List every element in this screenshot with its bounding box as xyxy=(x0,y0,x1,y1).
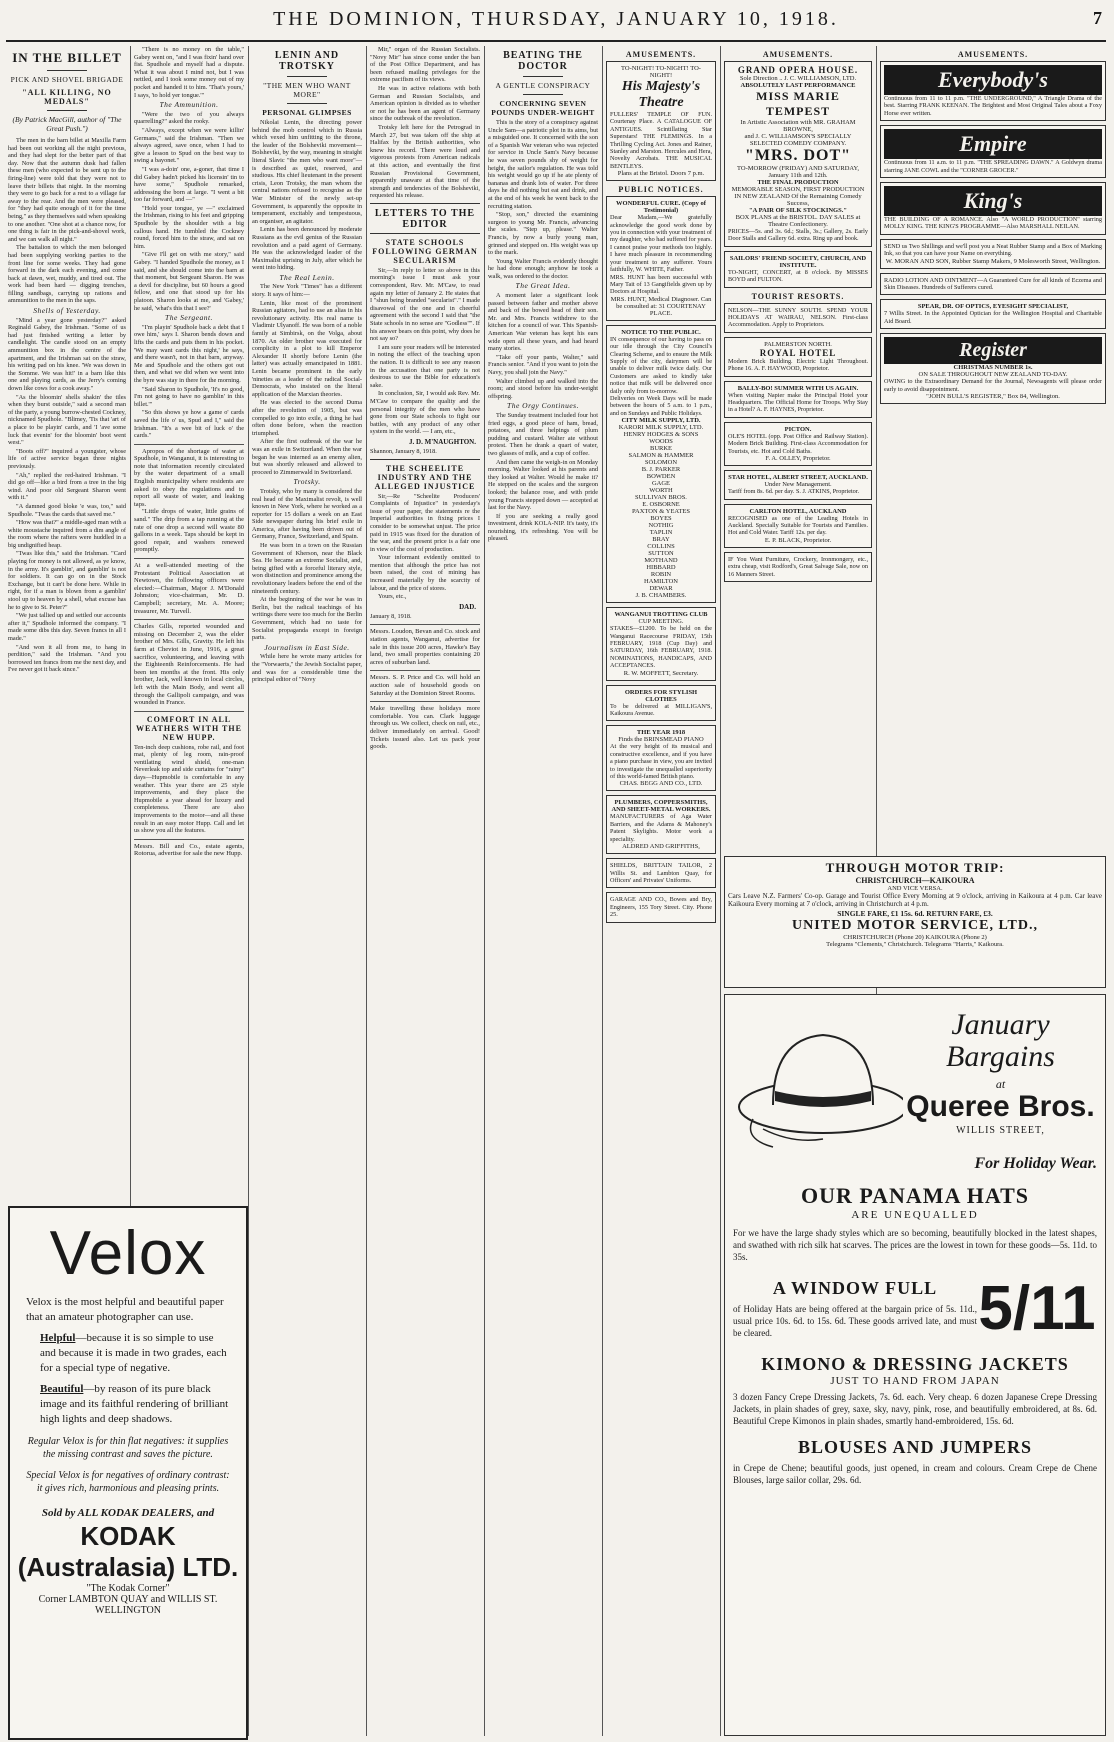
article-in-the-billet xyxy=(8,46,126,1196)
shields-tailor-ad xyxy=(606,858,716,888)
section-heading: The Sergeant. xyxy=(165,313,213,323)
wanganui-trotting-ad xyxy=(606,607,716,680)
blouses-title: BLOUSES AND JUMPERS xyxy=(797,1437,1033,1457)
article-continued xyxy=(134,46,244,1196)
news-item: Messrs. Loudon, Bevan and Co. stock and station agents, Wanganui, advertise for sale in this issue 200 acres, Hawke's Bay land, two small properties containing 20 acres of suburban land. xyxy=(370,624,480,666)
ad-body: OLE'S HOTEL (opp. Post Office and Railway Station). Modern Brick Building. First-class Accommodation for Tourists, etc. Hot and Cold Baths. xyxy=(728,432,868,455)
notice-body: IN consequence of our having to pass on our idle through the City Council's Clearing Scheme, and to ensure the Milk Supply of the city, dairymen will be unable to deliver milk twice daily. Our Customers are asked to kindly take notice that milk will be delivered once daily only from to-morrow. xyxy=(610,335,712,395)
ad-signature: ALDRED AND GRIFFITHS, xyxy=(622,843,700,851)
letter-body xyxy=(370,267,480,436)
letter-signature: J. D. M'NAUGHTON. xyxy=(409,437,476,446)
rubber-stamp-ad xyxy=(880,239,1106,269)
dairy-name: KARORI MILK SUPPLY, LTD. xyxy=(618,424,704,432)
paragraph: The Sunday treatment included four hot fried eggs, a good piece of ham, bread, potatoes, and three helpings of plum pudding and custard. Walter ate without protest. Then he drank a quart of water, two glasses of milk, and a cup of coffee. xyxy=(488,411,598,457)
ad-subtitle: ON SALE THROUGHOUT NEW ZEALAND TO-DAY. xyxy=(918,371,1068,379)
dairy-name: B. J. PARKER xyxy=(641,466,681,474)
subhead: PICK AND SHOVEL BRIGADE xyxy=(10,75,124,84)
box-plans: BOX PLANS at the BRISTOL. DAY SALES at Theatre Confectionery. xyxy=(735,214,861,228)
velox-logo: Velox xyxy=(49,1219,207,1288)
velox-lead: Velox is the most helpful and beautiful paper that an amateur photographer can use. xyxy=(26,1296,224,1323)
furniture-ad xyxy=(724,552,872,582)
dairy-name: SULLIVAN BROS. xyxy=(635,494,687,502)
ad-body: To be delivered at MILLIGAN'S, Kaikoura Avenue. xyxy=(610,702,712,718)
paragraph: "I was a-doin' one, a-goner, that time I did Gabey hadn't picked his licensin' tin to have some," Spudhole remarked, addressing the born at large. "I went a bit too far forward, and —" xyxy=(134,165,244,204)
ad-body: NELSON—THE SUNNY SOUTH. SPEND YOUR HOLIDAYS AT WAIRAU, NELSON. First-class Accommodation. Apply to Proprietors. xyxy=(728,306,868,329)
section-header: PUBLIC NOTICES. xyxy=(618,185,704,195)
fares: SINGLE FARE, £1 15s. 6d. RETURN FARE, £3. xyxy=(837,908,993,918)
paragraph: Trotsky, who by many is considered the real head of the Maximalist revolt, is well known in New York, where he worked as a reporter for 15 dollars a week on an East Side newspaper during his brief exile in America, after having been driven out of Germany, France, Switzerland, and Spain. xyxy=(252,487,362,541)
ad-title: ORDERS FOR STYLISH CLOTHES xyxy=(624,688,698,703)
ad-body: Continuous from 11 a.m. to 11 p.m. "THE SPREADING DAWN." A Goldwyn drama starring JANE COWL and the "CORNER GROCER." xyxy=(884,159,1102,174)
velox-special-note: Special Velox is for negatives of ordinary contrast: it gives rich, harmonious and pleasing prints. xyxy=(26,1470,230,1494)
paragraph: The New York "Times" has a different story. It says of him:— xyxy=(252,283,362,299)
headline: LENIN AND TROTSKY xyxy=(274,50,340,72)
dairy-name: BRAY xyxy=(652,536,670,544)
panama-subtitle: ARE UNEQUALLED xyxy=(851,1209,979,1221)
paragraph: Ten-inch deep cushions, robe rail, and foot mat, plenty of leg room, rain-proof ventilating wind shield, one-man Neverleak top and side curtains for "rainy" days—Hupmobile is comfortable in any weather. This year there are 25 style improvements, and they place the Hupmobile a year ahead for luxury and completeness. There are also improvements to the motor—and all these result in an easy motor Hupp. Call and let us show you all the features. xyxy=(134,743,244,835)
queree-name: Queree Bros. xyxy=(906,1090,1095,1123)
paragraph: "We just tallied up and settled our accounts after it," Spudhole informed the company. "I made some dibs this day. Seven francs in all I made." xyxy=(8,612,126,642)
ad-body: Continuous from 11 to 11 p.m. "THE UNDERGROUND," A Triangle Drama of the best. Starring FRANK KEENAN. The Brightest and Most Original Tales about a Foxy Horse ever written. xyxy=(884,95,1102,117)
ad-body: THE BUILDING OF A ROMANCE. Also "A WORLD PRODUCTION" starring MOLLY KING. THE KING'S PROGRAMME—Also MARSHALL NEILAN. xyxy=(884,216,1102,231)
hat-illustration xyxy=(733,999,903,1149)
dairy-name: HAMILTON xyxy=(644,578,678,586)
paragraph: At the beginning of the war he was in Berlin, but the radical teachings of his writings there were too much for the Berlin Government, which had no taste for Socialist propaganda except in foreign parts. xyxy=(252,596,362,642)
season-line: MEMORABLE SEASON, FIRST PRODUCTION IN NEW ZEALAND Of the Remaining Comedy Success, xyxy=(731,186,865,207)
ad-body: SEND us Two Shillings and we'll post you a Neat Rubber Stamp and a Box of Marking Ink, so that you can have your Name on everything. xyxy=(884,242,1102,258)
ballybo-ad xyxy=(724,381,872,418)
ad-signature: E. P. BLACK, Proprietor. xyxy=(764,536,832,544)
article-body xyxy=(134,46,244,440)
section-heading: The Great Idea. xyxy=(515,281,571,291)
paragraph: In conclusion, Sir, I would ask Rev. Mr. M'Caw to compare the quality and the personal integrity of the men who have gone from our State schools to fight our battles, with any product of any other system in the world. — I am, etc., xyxy=(370,390,480,436)
ad-subtitle: CHRISTCHURCH—KAIKOURA xyxy=(855,876,975,885)
blouses-body: in Crepe de Chene; beautiful goods, just opened, in cream and colours. Cream Crepe de Chene Blouses, large sailor collar, 29s. 6d. xyxy=(733,1463,1097,1485)
letter-place: Shannon, January 8, 1918. xyxy=(370,447,437,455)
kimono-title: KIMONO & DRESSING JACKETS xyxy=(761,1354,1069,1374)
paragraph: "Hold your tongue, ye —" exclaimed the Irishman, rising to his feet and gripping Spudhole by the shoulder with a big callous hand. He tumbled the Cockney round, forced him to the straw, and sat on him. xyxy=(134,204,244,250)
paragraph: "Little drops of water, little grains of sand." The drip from a tap running at the rate of one drop a second will waste 80 gallons in a week. Taps should be kept in good repair, and washers renewed promptly. xyxy=(134,508,244,554)
article-body xyxy=(8,137,126,674)
ad-body: OWING to the Extraordinary Demand for the Journal, Newsagents will please order early to avoid disappointment. xyxy=(884,378,1102,393)
amusements-column-a xyxy=(606,46,716,1732)
divider xyxy=(287,76,327,77)
letter-signature: DAD. xyxy=(459,602,476,611)
article-body xyxy=(252,119,362,684)
column-rule xyxy=(484,46,485,1736)
spear-optics-ad xyxy=(880,299,1106,329)
ad-body: 7 Willis Street. In the Appointed Optician for the Wellington Hospital and Charitable Aid Board. xyxy=(884,310,1102,325)
news-item xyxy=(134,444,244,554)
paragraph: He was in active relations with both German and Russian Socialists, and American opinion is divided as to whether or not he has been an agent of Germany since the outbreak of the revolution. xyxy=(370,84,480,123)
velox-regular-note: Regular Velox is for thin flat negatives: it supplies the missing contrast and saves the picture. xyxy=(27,1436,229,1460)
news-item: Messrs. Bill and Co., estate agents, Rotorua, advertise for sale the new Hupp. xyxy=(134,839,244,858)
dairy-name: SUTTON xyxy=(648,550,674,558)
paragraph: "Boots off?" inquired a youngster, whose life of active service began three nights previously. xyxy=(8,447,126,470)
dairy-name: SOLOMON xyxy=(644,459,678,467)
subhead: A GENTLE CONSPIRACY xyxy=(495,81,591,90)
masthead xyxy=(6,4,1106,42)
star-name: MISS MARIE TEMPEST xyxy=(756,89,840,118)
play2-title: "A PAIR OF SILK STOCKINGS." xyxy=(749,207,847,214)
brinsmead-piano-ad xyxy=(606,725,716,791)
news-item: Make travelling these holidays more comfortable. You can. Clark luggage through us. We collect, check on rail, etc., deliver immediately on arrival. Good! Tickets issued also. Let us pack your goods. xyxy=(370,701,480,751)
ad-body: SHIELDS, BRITTAIN TAILOR, 2 Willis St. and Lambton Quay, for Officers' and Privates' Uniforms. xyxy=(610,862,712,884)
ad-signature: F. A. OLLEY, Proprietor. xyxy=(765,455,831,463)
kimono-subtitle: JUST TO HAND FROM JAPAN xyxy=(830,1375,1000,1387)
dairy-name: NOTHIG xyxy=(648,522,674,530)
news-item: At a well-attended meeting of the Protestant Political Association at Newtown, the following officers were elected:—Chairman, Major J. M'Donald Johnston; vice-chairman, Mr. D. Campbell; secretary, Mr. A. Moore; treasurer, Mr. Turvell. xyxy=(134,558,244,615)
january-bargains: January Bargains xyxy=(946,1008,1055,1073)
radio-lotion-ad xyxy=(880,273,1106,296)
feature-text: —by reason of its pure black image and its faithful rendering of brilliant high lights and deep shadows. xyxy=(40,1383,229,1425)
section-heading: The Real Lenin. xyxy=(279,272,335,282)
ad-place: PALMERSTON NORTH. xyxy=(764,340,832,348)
article-beating-the-doctor xyxy=(488,46,598,1732)
ad-title: SAILORS' FRIEND SOCIETY, CHURCH, AND INSTITUTE. xyxy=(729,254,867,269)
ad-body: MANUFACTURERS of Aga Water Barriers, and the Adams & Mahoney's Patent Skylights. Motor work a speciality. xyxy=(610,813,712,843)
notice-address: MRS. HUNT, Medical Diagnoser. Can be consulted at: 31 COURTENAY PLACE. xyxy=(610,295,712,317)
byline: (By Patrick MacGill, author of "The Great Push.") xyxy=(12,115,122,133)
ad-signature: "JOHN BULL'S REGISTER," Box 84, Wellington. xyxy=(926,393,1060,401)
divider xyxy=(523,76,563,77)
feature-text: —because it is so simple to use and because it is made in two grades, each for a special type of negative. xyxy=(40,1332,227,1374)
queree-header xyxy=(733,999,1097,1149)
sailors-friend-ad xyxy=(724,251,872,288)
telegrams: Telegrams "Clements," Christchurch. Telegrams "Harris," Kaikoura. xyxy=(826,940,1004,948)
ad-body: When visiting Napier make the Principal Hotel your Headquarters. The Official Home for Troops. Why Stay in a Hotel? A. F. HAYNES, Proprietor. xyxy=(728,391,868,414)
paragraph: After the first outbreak of the war he was an exile in Switzerland. When the war began he was interned as an enemy alien, but was shortly released and allowed to proceed to Zimmerwald in Switzerland. xyxy=(252,438,362,476)
nelson-ad xyxy=(724,303,872,333)
dairy-name: E. OSBORNE xyxy=(642,501,680,509)
ad-body: IF You Want Furniture, Crockery, Ironmongery, etc., extra cheap, visit Rodford's, Great Salvage Sale, now on 16 Manners Street. xyxy=(728,555,868,578)
ad-subtitle: and J. C. WILLIAMSON'S SPECIALLY SELECTED COMEDY COMPANY. xyxy=(744,133,852,147)
motor-trip-ad xyxy=(724,856,1106,988)
section-heading: Shells of Yesterday. xyxy=(33,306,101,316)
ad-date: TO-NIGHT! TO-NIGHT! TO-NIGHT! xyxy=(621,65,701,79)
paragraph: "As the bloomin' shells shakin' the tiles when they burst outside," said a second man of the party, a young burrow-chested Cockney, nicknamed Spudhole. "Blimey, 'Tis that 'art of a place to be playin' cards, and 'I 'ave some luck that evenin' for the bloomin' boot went west." xyxy=(8,393,126,447)
ad-body: Modern Brick Building. Electric Light Throughout. Phone 16. A. F. HAYWOOD, Proprietor. xyxy=(728,357,868,373)
play-dates: TO-MORROW (FRIDAY) AND SATURDAY, January 11th and 12th. xyxy=(737,165,859,179)
paragraph: "How was that?" a middle-aged man with a white moustache inquired from a dim angle of the room where the rafters were huddled in a big undignified heap. xyxy=(8,519,126,549)
paragraph: "Were the two of you always quarrelling?" asked the rooky. xyxy=(134,110,244,126)
ad-title: BALLY-BO! SUMMER WITH US AGAIN. xyxy=(737,384,859,392)
paragraph: Lenin has been denounced by moderate Russians as the evil genius of the Russian revolution and a paid agent of Germany. He was the acknowledged leader of the Maximalist uprising in July, after which he went into hiding. xyxy=(252,226,362,272)
window-body: of Holiday Hats are being offered at the bargain price of 5s. 11d., usual price 10s. 6d. to 15s. 6d. These goods arrived late, and must be cleared. xyxy=(733,1304,977,1338)
letter-title: THE SCHEELITE INDUSTRY AND THE ALLEGED INJUSTICE xyxy=(374,463,476,491)
section-header: AMUSEMENTS. xyxy=(762,50,834,59)
feature-keyword: Helpful xyxy=(40,1332,76,1344)
paragraph: A moment later a significant look passed between father and mother above and back of the bowed head of their son. Mr. and Mrs. Francis withdrew to the kitchen for a council of war. This Spanish-American War veteran has kept his ears wide open all these years, and had heard many stories. xyxy=(488,292,598,353)
ad-title: WANGANUI TROTTING CLUB xyxy=(614,611,708,619)
company-name: UNITED MOTOR SERVICE, LTD., xyxy=(792,917,1038,933)
dairy-name: BURKE xyxy=(649,445,673,453)
his-majestys-logo: His Majesty's Theatre xyxy=(621,79,701,110)
queree-bros-ad xyxy=(724,994,1106,1736)
panama-title: OUR PANAMA HATS xyxy=(800,1183,1030,1208)
dairy-name: SALMON & HAMMER xyxy=(628,452,694,460)
masthead-title: THE DOMINION, THURSDAY, JANUARY 10, 1918. xyxy=(273,8,839,30)
holiday-wear: For Holiday Wear. xyxy=(974,1155,1097,1172)
divider xyxy=(47,70,87,71)
price-tag: 5/11 xyxy=(978,1274,1096,1343)
play-title: "MRS. DOT" xyxy=(745,147,851,164)
letter-body xyxy=(370,493,480,601)
paragraph: If you are seeking a really good investment, drink KOLA-NIP. It's tasty, it's nourishing, it's refreshing. You will be pleased. xyxy=(488,512,598,543)
divider xyxy=(47,110,87,111)
ad-subtitle: In Artistic Association with MR. GRAHAM BROWNE, xyxy=(740,119,856,133)
royal-hotel-ad xyxy=(724,337,872,377)
ad-prices: Plans at the Bristol. Doors 7 p.m. xyxy=(617,170,705,178)
plumbers-ad xyxy=(606,795,716,854)
ad-subtitle: CUP MEETING. xyxy=(638,618,684,626)
ad-title: CARLTON HOTEL, AUCKLAND xyxy=(749,507,847,515)
his-majestys-ad xyxy=(606,61,716,181)
ad-subtitle: Finds the BRINSMEAD PIANO xyxy=(618,736,704,744)
ad-body: TO-NIGHT, CONCERT, at 8 o'clock. By MISSES BOYD and FULTON. xyxy=(728,268,868,284)
panama-body: For we have the large shady styles which are so becoming, beautifully blocked in the latest shapes, and swathed with rich silk hat scarves. The prices are the lowest in town for these goods—5s. 11d. to 35s. xyxy=(733,1228,1097,1262)
paragraph: Sir,—In reply to letter so above in this morning's issue I must ask your correspondent, Rev. Mr. M'Caw, to read again my letter of January 2. He states that I "shun being branded "secularist"." I made disavowal of the one and in cheerful agreement with the second I said that "the State schools in no sense are "Godless"". If his answer bears on this point, why does he not say so? xyxy=(370,266,480,343)
dairy-name: GAGE xyxy=(651,480,671,488)
empire-ad xyxy=(880,125,1106,178)
stylish-clothes-ad xyxy=(606,685,716,722)
subhead: "THE MEN WHO WANT MORE" xyxy=(263,81,351,99)
dairy-list xyxy=(610,424,712,599)
paragraph: The battalion to which the men belonged had been supplying working parties to the front line for some weeks. They had gone forward in the dark each evening, and come back at dawn, wet, muddy, and tired out. The work had been hard — digging trenches, filling sandbags, carrying up rations and ammunition to the men in the saps. xyxy=(8,244,126,305)
dairy-name: HENRY HODGES & SONS xyxy=(623,431,699,439)
john-bulls-register-ad xyxy=(880,333,1106,404)
paragraph: "And won it all from me, to hang in perdition," said the Irishman. "And you borrowed ten francs from me the next day, and I've never got it back since." xyxy=(8,643,126,674)
dairy-name: BOYES xyxy=(650,515,672,523)
picton-ad xyxy=(724,422,872,466)
kimono-body: 3 dozen Fancy Crepe Dressing Jackets, 7s. 6d. each. Very cheap. 6 dozen Japanese Crepe Dressing Jackets, in plain shades of grey, saxe, sky, navy, pink, rose, and beautifully embroidered, at 8s. 6d. Beautiful Crepe Kimonos in plain shades, smartly hand-embroidered, 15s. 6d. xyxy=(733,1392,1097,1426)
ad-body: GARAGE AND CO., Bowes and Bry, Engineers, 155 Tory Street. City. Phone 25. xyxy=(610,896,712,919)
headline: BEATING THE DOCTOR xyxy=(503,50,583,72)
kings-ad xyxy=(880,182,1106,235)
article-body xyxy=(488,119,598,543)
divider xyxy=(370,459,480,460)
ad-signature: CHAS. BEGG AND CO., LTD. xyxy=(619,780,703,788)
section-heading: The Ammunition. xyxy=(159,100,219,110)
everybodys-ad xyxy=(880,61,1106,121)
ad-body: FULLERS' TEMPLE OF FUN. Courtenay Place. A CATALOGUE OF ANTIGUES. Scintillating Star Superstars! THE FLEMINGS. In a Thrilling Cycling Act. Jones and Rainer, Stanley and Marston. Hercules and Hera, Novelty Acrobats. THE MUSICAL BENTLEYS. xyxy=(610,111,712,170)
dairy-name: WORTH xyxy=(649,487,673,495)
paragraph: Sir,—Re "Scheelite Producers' Complaints of Injustice" in yesterday's issue of your paper, the statements re the Imperial authorities in fixing prices I consider to be somewhat unjust. The price paid in 1915 was fixed for the duration of the war, and the present price is a fair one in view of the cost of production. xyxy=(370,492,480,553)
ad-subtitle: Under New Management. xyxy=(764,481,832,489)
section-title: LETTERS TO THE EDITOR xyxy=(374,207,476,230)
dairy-name: J. B. CHAMBERS. xyxy=(635,592,687,600)
divider xyxy=(523,94,563,95)
section-heading: Journalism in East Side. xyxy=(264,642,350,652)
paragraph: While here he wrote many articles for the "Vorwaerts," the Jewish Socialist paper, and was for a considerable time the principal editor of "Novy xyxy=(252,653,362,684)
paragraph: "Give I'll get on with me story," said Gabey. "I handed Spudhole the money, as I said, and she should come into the barn at that moment, but Sergeant Sharon. He was a devil for discipline, but 60 hours a good fellow, and one that stood up for his platoon. Sharon looks at me, and 'Gabey,' he said, 'what's this that I see?' xyxy=(134,251,244,312)
paragraph: Young Walter Francis evidently thought he had done enough; anyhow he took a walk, was ordered to the doctor. xyxy=(488,257,598,280)
empire-logo: Empire xyxy=(884,129,1102,159)
at-label: at xyxy=(995,1077,1006,1091)
ad-title: THE YEAR 1918 xyxy=(636,729,686,737)
carlton-hotel-ad xyxy=(724,504,872,548)
star-hotel-ad xyxy=(724,470,872,499)
paragraph: Trotsky left here for the Petrograd in March 27, but was taken off the ship at Halifax by the British authorities, who knew his record. There were loud and vigorous protests from American radicals at this action, and eventually the first Russian Provisional Government, apparently unaware at that time of the strength and tendencies of the Bolsheviki, requested his release. xyxy=(370,123,480,200)
subhead: "ALL KILLING, NO MEDALS" xyxy=(22,88,112,106)
register-logo: Register xyxy=(884,337,1102,364)
grand-opera-house-ad xyxy=(724,61,872,247)
feature-keyword: Beautiful xyxy=(40,1383,84,1395)
notice-body: MRS. HUNT has been successful with Mary Tait of 13 Gangifields given up by Doctors at Hospital. xyxy=(610,273,712,296)
ad-subtitle: CHRISTMAS NUMBER 1s. xyxy=(953,364,1033,372)
dairy-name: TAPLIN xyxy=(649,529,673,537)
headline: IN THE BILLET xyxy=(12,50,122,65)
paragraph: Mir," organ of the Russian Socialists. "Novy Mir" has since come under the ban of the Post Office Department, and has been refused mailing privileges for the extreme pacifism of its views. xyxy=(370,46,480,84)
divider xyxy=(370,203,480,204)
final-production: THE FINAL PRODUCTION xyxy=(757,179,839,186)
ad-title: SPEAR, DR. OF OPTICS, EYESIGHT SPECIALIST, xyxy=(917,303,1069,311)
window-text xyxy=(733,1278,977,1339)
notice-body: Dear Madam,—We gratefully acknowledge the good work done by you in connection with your treatment of my daughter, who had suffered for years. I cannot praise your methods too highly. I have much pleasure in recommending your treatment to any sufferer. Yours faithfully, W. WHITE, Father. xyxy=(610,214,712,274)
kodak-address: Corner LAMBTON QUAY and WILLIS ST. WELLINGTON xyxy=(38,1594,218,1616)
dairy-name: COLLINS xyxy=(647,543,675,551)
paragraph: I am sure your readers will be interested in noting the effect of the teaching upon the nation. It is difficult to see any reason in the accusation that one party is not desirous to use the Bible for education's sake. xyxy=(370,343,480,389)
velox-feature xyxy=(10,1376,246,1427)
window-title: A WINDOW FULL xyxy=(772,1278,938,1298)
column-rule xyxy=(248,46,249,1736)
notice-body: Deliveries on Week Days will be made between the hours of 5 a.m. to 1 p.m., and on Sundays and Public Holidays. xyxy=(610,394,712,417)
garage-ad xyxy=(606,892,716,922)
paragraph: He was elected to the second Duma after the revolution of 1905, but was compelled to go into exile, a thing he had often done before, when the reaction triumphed. xyxy=(252,399,362,437)
notice-title: WONDERFUL CURE. (Copy of Testimonial) xyxy=(616,200,706,215)
notice-title: NOTICE TO THE PUBLIC. xyxy=(621,328,701,336)
dairy-name: ROBIN xyxy=(650,571,672,579)
ad-body: Cars Leave N.Z. Farmers' Co-op. Garage and Tourist Office Every Morning at 9 o'clock, arriving in Kaikoura at 4 p.m. Car leave Kaikoura Every morning at 7 o'clock, arriving in Christchurch at 4 p.m. xyxy=(728,892,1102,909)
paragraph: Apropos of the shortage of water at Spudhole, in Wanganui, it is interesting to note that information recently circulated by the water department of a small English municipality where residents are asked to obey the regulations and to report all waste of water, and leaking taps. xyxy=(134,447,244,508)
paragraph: "Said Sharon to Spudhole, 'It's no good, I'm not going to have no gamblin' in this billet.'" xyxy=(134,385,244,408)
paragraph: "Take off your pants, Walter," said Francis senior. "And if you want to join the Navy, you shall join the Navy." xyxy=(488,353,598,376)
kings-logo: King's xyxy=(884,186,1102,216)
velox-advertisement xyxy=(8,1206,248,1740)
section-header: AMUSEMENTS. xyxy=(957,50,1029,59)
everybodys-logo: Everybody's xyxy=(884,65,1102,95)
paragraph: "So this shows ye how a game o' cards saved the life o' us, Spud and I," said the Irishman. "It's a wee bit of luck o' the cards." xyxy=(134,409,244,440)
paragraph: And then came the weigh-in on Monday morning. Walter looked at his parents and they looked at Walter. Would he make it? He stepped on the scales and the surgeon looked; the balance rose, and with pride young Francis stepped down — accepted at last for the Navy. xyxy=(488,458,598,512)
letters-column xyxy=(370,46,480,1732)
ad-title: PICTON. xyxy=(784,425,812,433)
velox-feature xyxy=(10,1325,246,1376)
paragraph: This is the story of a conspiracy against Uncle Sam—a patriotic plot in its aims, but a misguided one. It concerned with the son of a Spanish War veteran who was rejected for service in Uncle Sam's Navy because he was seven pounds shy of weight for height, the sailor's regulation. He was told his weight would go up if he ate plenty of bananas and drank lots of water. For three days he did nothing but eat and drink, and at the end of his week he went back to the recruiting station. xyxy=(488,119,598,210)
divider xyxy=(287,103,327,104)
ad-body: Tariff from 8s. 6d. per day. S. J. ATKINS, Proprietor. xyxy=(728,488,860,496)
kodak-name: KODAK (Australasia) LTD. xyxy=(17,1521,239,1582)
dairy-name: DEWAR xyxy=(649,585,673,593)
letter-title: STATE SCHOOLS FOLLOWING GERMAN SECULARISM xyxy=(372,237,478,265)
news-item: Charles Gills, reported wounded and missing on December 2, was the elder brother of Mrs. Gills, Gravity. He left his farm at Cheviot in June, 1916, a great sacrifice, volunteering, and leaving with the Eighteenth Reinforcements. He had been ten months at the front. His only brother, Jack, well known in local circles, left with the Main Body, and went all through the Gallipoli campaign, and was wounded in France. xyxy=(134,619,244,707)
dairy-name: BOWDEN xyxy=(646,473,676,481)
ad-title: GRAND OPERA HOUSE. xyxy=(737,65,859,75)
dairy-name: HIBBARD xyxy=(646,564,676,572)
paragraph: Walter climbed up and walked into the room; and stood before his under-weight offspring. xyxy=(488,377,598,400)
paragraph: The men in the barn billet at Maxilla Farm had been out working all the night previous, and they had slept for the better part of that day. Now that the autumn dusk had fallen these men (who expected to be sent up to the firing-line) were told that they were not to leave their billets that night. In the morning they were to go back for a rest to a village far away to the rear. And the men were pleased, for "they had quite enough of it for the time being," as they themselves said when speaking to one another. "One shot at a chance now, for one thing is fair in the pick-and-shovel work, and we can walk all night." xyxy=(8,137,126,243)
news-item: Messrs. S. P. Price and Co. will hold an auction sale of household goods on Saturday at the Dominion Street Rooms. xyxy=(370,670,480,697)
paragraph: "Ah," replied the red-haired Irishman. "I did go off—like a bird from a tree in the big wind. And poor old Sergeant Sharon went with it." xyxy=(8,471,126,502)
ad-signature: W. MORAN AND SON, Rubber Stamp Makers, 9 Molesworth Street, Wellington. xyxy=(885,257,1101,265)
dairy-name: PAXTON & YEATES xyxy=(632,508,690,516)
kodak-corner: "The Kodak Corner" xyxy=(86,1583,170,1594)
paragraph: "Stop, son," directed the examining surgeon to young Mr. Francis, advancing the scales. "Step up, please." Walter Francis, by now a burly young man, grinned and stepped on. His weight was up to the mark. xyxy=(488,211,598,257)
amusements-column-c xyxy=(880,46,1106,846)
page-number: 7 xyxy=(1093,8,1102,28)
column-rule xyxy=(366,46,367,1736)
paragraph: "Mind a year gone yesterday?" asked Reginald Gabey, the Irishman. "Some of us had just finished writing a letter by candlelight. The candle stood on an empty ammunition box in the centre of the apartment, and the Irishman sat on the straw, his writing pad on his knee. 'We was down in the Somme. We was hit!' in a barn like this one and playing cards, as the Jerry's coming down like cows for a cook away." xyxy=(8,316,126,392)
article-body xyxy=(370,46,480,200)
column-rule xyxy=(720,46,721,1736)
window-section xyxy=(733,1273,1097,1344)
ticket-prices: PRICES—5s. and 3s. 6d.; Stalls, 3s.; Gallery, 2s. Early Door Stalls and Gallery 6d. extra. Ring up and book. xyxy=(728,228,868,243)
ad-line: ABSOLUTELY LAST PERFORMANCE xyxy=(740,82,856,89)
column-rule xyxy=(602,46,603,1736)
paragraph: He was born in a town on the Russian Government of Kherson, near the Black Sea. He became an extreme Socialist, and, being gifted with a forceful literary style, won distinction and prominence among the revolutionary leaders before the end of the nineteenth century. xyxy=(252,542,362,595)
section-heading: The Orgy Continues. xyxy=(507,401,579,411)
dairy-name: WOODS xyxy=(649,438,673,446)
section-header: TOURIST RESORTS. xyxy=(751,291,845,301)
offices: CHRISTCHURCH (Phone 20) KAIKOURA (Phone 2) xyxy=(843,933,987,941)
paragraph: "I'm playin' Spudhole back a debt that I owe him,' says I. Sharon bends down and lifts the cards and puts them in his pocket. 'We may want cards this night,' he says, and there wasn't, not in that barn, anyway. Me and Spudhole and the others got out then, and what we did when we went into the byre was stay in there for the morning. xyxy=(134,323,244,384)
paragraph: "Always, except when we were killin' Germans," said the Irishman. "Then we always agreed, save once, when I had to give a lesson to Spud on the best way to swing a bayonet." xyxy=(134,126,244,165)
ad-body: At the very height of its musical and constructive excellence, and if you have a piano purchase in view, you are invited to investigate the unequalled superiority of this world-famed British piano. xyxy=(610,743,712,781)
paragraph: Lenin, like most of the prominent Russian agitators, had to use an alias in his revolutionary activity. His real name is Vladimir Ulyanoff. He was born of a noble family at Simbirsk, on the Volga, about 1870. An older brother was executed for complicity in a plot to kill Emperor Alexander II shortly before Lenin (the latter) was actually emancipated in 1881. Lenin became prominent in the early 'nineties as a leader of the radical Social-Democrats, who insisted on the literal application of the Marxian theories. xyxy=(252,299,362,398)
ad-title: ROYAL HOTEL xyxy=(759,347,837,358)
dairy-head: CITY MILK SUPPLY, LTD. xyxy=(621,417,701,425)
subhead: PERSONAL GLIMPSES xyxy=(262,108,352,117)
paragraph: Your informant evidently omitted to mention that although the price has not been raised, the cost of mining has increased materially by the scarcity of labour, and the price of stores. xyxy=(370,554,480,592)
ad-subtitle: AND VICE VERSA. xyxy=(887,885,943,892)
paragraph: "There is no money on the table," Gabey went on, "and I was fixin' hand over fist. Spudhole and myself had a dispute. What it was about I mind not, but I was nettled, and I took some money out of my pocket and handed it to him. 'That's yours,' I says, 'to hold yer tongue.'" xyxy=(134,46,244,99)
paragraph: "A damned good bloke 'e was, too," said Spudhole. "Twas the cards that saved me." xyxy=(8,502,126,518)
letter-date: January 8, 1918. xyxy=(370,612,412,620)
section-heading: Trotsky. xyxy=(293,477,321,487)
notice-milk xyxy=(606,325,716,603)
ad-title: THROUGH MOTOR TRIP: xyxy=(825,860,1005,875)
ad-body: RADIO LOTION AND OINTMENT—A Guaranteed Cure for all kinds of Eczema and Skin Diseases. Hundreds of Sufferers cured. xyxy=(884,276,1102,292)
divider xyxy=(370,233,480,234)
ad-signature: R. W. MOFFETT, Secretary. xyxy=(623,669,699,677)
section-header: AMUSEMENTS. xyxy=(625,50,697,59)
notice-cure xyxy=(606,196,716,320)
paragraph: "Twas like this," said the Irishman. "Card playing for money is not allowed, as ye know, in the army. It's gamblin', and gamblin' is not for soldiers. It can go on in the Stock Exchange, but it can't be done here. While in right, for if a man is blown from a gamblin' stool up to heaven by a shell, what excuse has he to give to St. Peter?" xyxy=(8,550,126,611)
dairy-name: MOTHAND xyxy=(644,557,678,565)
amusements-column-b xyxy=(724,46,872,846)
article-lenin-and-trotsky xyxy=(252,46,362,1732)
section-heading: COMFORT IN ALL WEATHERS WITH THE NEW HUPP. xyxy=(134,711,244,742)
ad-body: RECOGNISED as one of the Leading Hotels in Auckland. Specially Suitable for Tourists and Families. Hot and Cold Water. Tariff 12s. per day. xyxy=(728,514,868,537)
paragraph: Nikolai Lenin, the directing power behind the mob control which in Russia which vexed him unfitting to the throne, the leader of the Bolsheviki movement—Bolsheviki, by the way, meaning in straight literal Slavic "the men who want more"—is described as quiet, reserved, and studious. His chief lieutenant in the present crisis, Leon Trotsky, the man whom the central nations refused to recognise as the War Minister of the newly set-up Government, is apparently the opposite in temperament, excitably and tempestuous, an organiser, an agitator. xyxy=(252,119,362,225)
subhead: CONCERNING SEVEN POUNDS UNDER-WEIGHT xyxy=(491,99,595,117)
ad-body: STAKES—£1200. To be held on the Wanganui Racecourse FRIDAY, 15th FEBRUARY, 1918 (Cup Day) and SATURDAY, 16th FEBRUARY, 1918. NOMINATIONS, HANDICAPS, AND ACCEPTANCES. xyxy=(610,625,712,670)
ad-title: PLUMBERS, COPPERSMITHS, AND SHEET-METAL WORKERS. xyxy=(611,799,711,814)
paragraph: Yours, etc., xyxy=(378,593,407,601)
ad-title: STAR HOTEL, ALBERT STREET, AUCKLAND. xyxy=(728,474,868,482)
velox-sold-by: Sold by ALL KODAK DEALERS, and xyxy=(41,1507,215,1519)
ad-direction: Sole Direction .. J. C. WILLIAMSON, LTD. xyxy=(739,75,857,82)
queree-street: WILLIS STREET, xyxy=(956,1125,1045,1136)
